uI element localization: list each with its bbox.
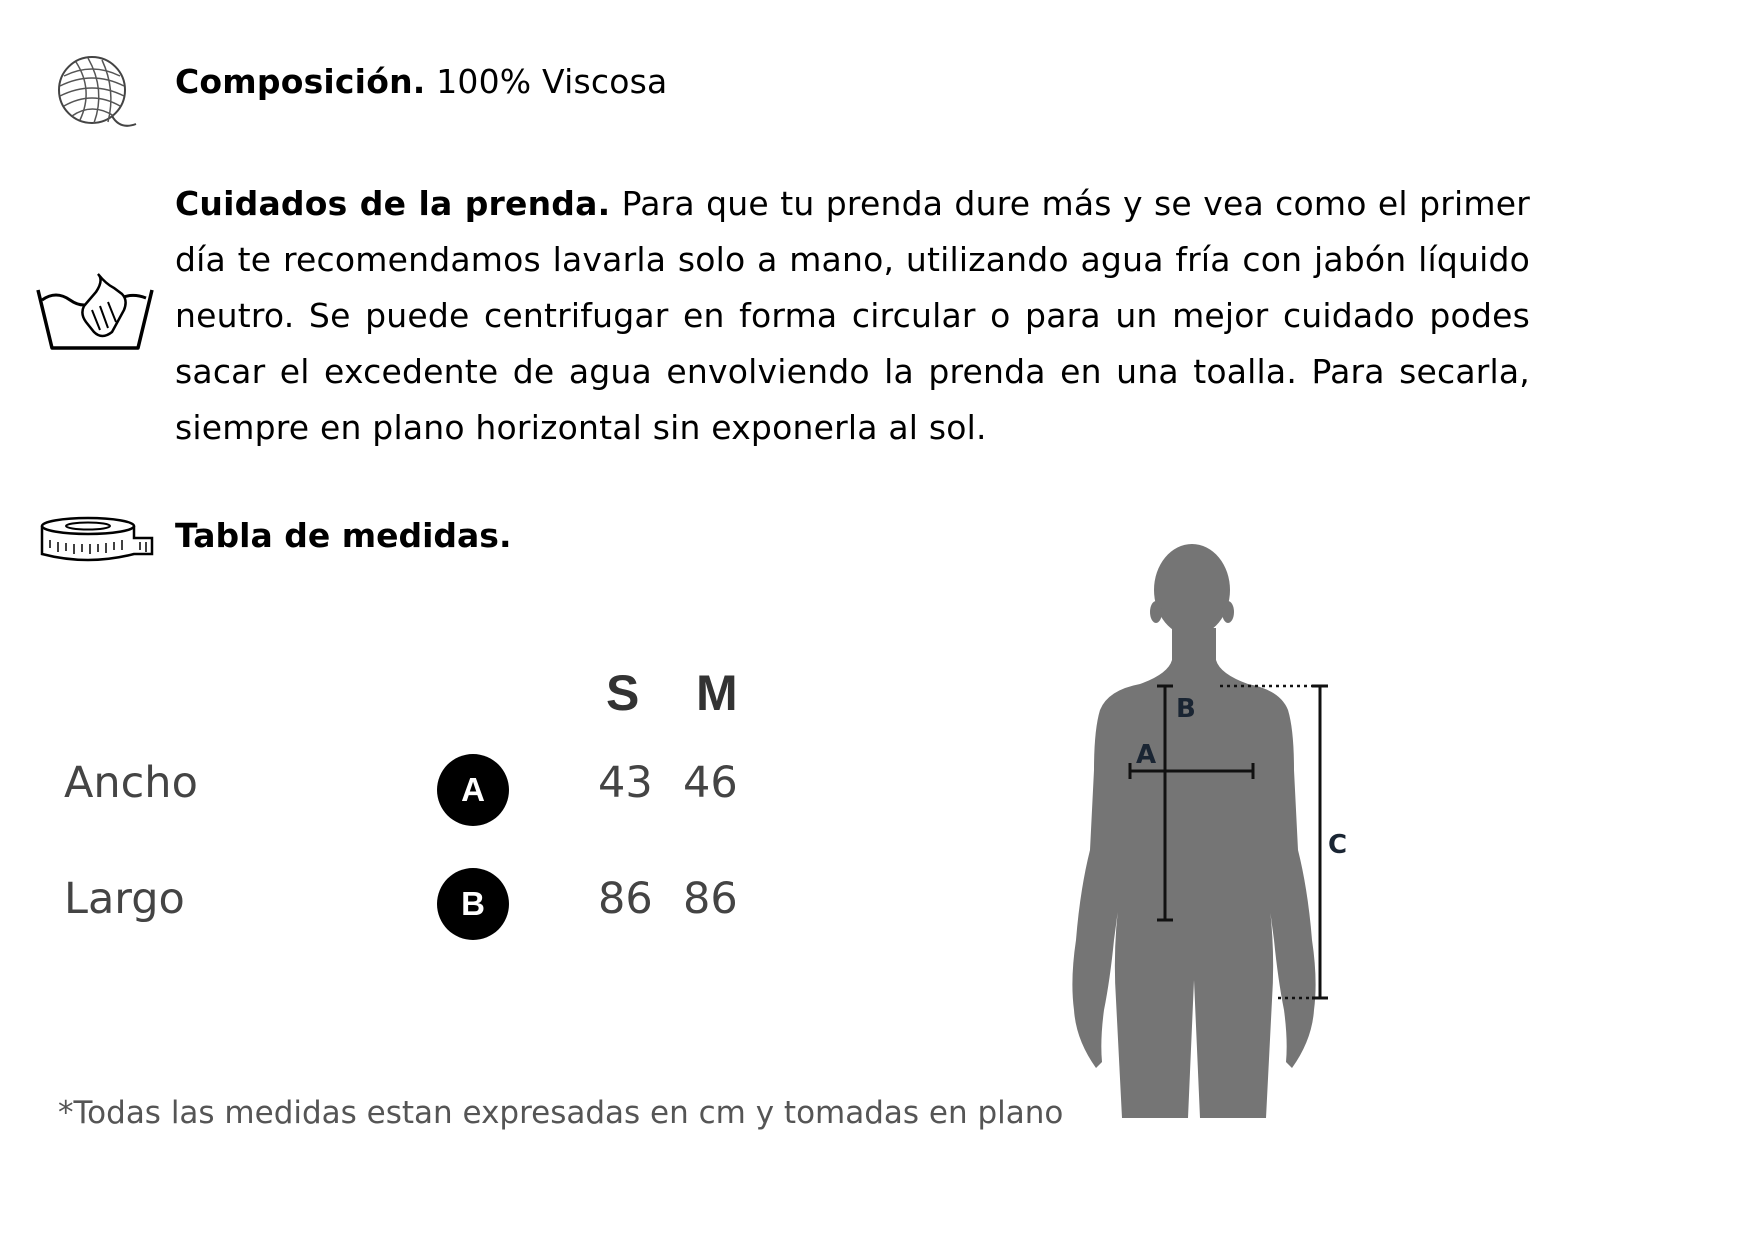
figure-label-a: A: [1136, 740, 1157, 770]
row-label-largo: Largo: [64, 874, 185, 924]
composition-label: Composición.: [175, 62, 426, 101]
care-paragraph: [175, 176, 1530, 456]
cell-ancho-m: 46: [683, 758, 738, 808]
measuring-tape-icon: [40, 516, 154, 564]
cell-largo-m: 86: [683, 874, 738, 924]
size-header-s: S: [606, 665, 640, 721]
figure-label-c: C: [1328, 830, 1348, 860]
row-label-ancho: Ancho: [64, 758, 198, 808]
marker-a-badge: A: [437, 754, 509, 826]
hand-wash-icon: [34, 270, 156, 352]
silhouette-shape: [1072, 544, 1315, 1118]
composition-value: 100% Viscosa: [436, 62, 668, 101]
care-text: Para que tu prenda dure más y se vea como el primer día te recomendamos lavarla solo a mano, utilizando agua fría con jabón líquido neutro. Se puede centrifugar en forma circular o para un mejor cuidado podes sacar el excedente de agua envolviendo la prenda en una toalla. Para secarla, siempre en plano horizontal sin exponerla al sol.: [175, 184, 1530, 447]
size-footnote: *Todas las medidas estan expresadas en cm y tomadas en plano: [58, 1095, 1064, 1131]
size-header-m: M: [696, 665, 738, 721]
figure-label-b: B: [1176, 694, 1196, 724]
yarn-ball-icon: [54, 54, 138, 132]
marker-b-badge: B: [437, 868, 509, 940]
cell-ancho-s: 43: [598, 758, 653, 808]
care-label: Cuidados de la prenda.: [175, 184, 611, 223]
cell-largo-s: 86: [598, 874, 653, 924]
composition-line: [175, 62, 667, 101]
size-table-title: Tabla de medidas.: [175, 516, 512, 555]
